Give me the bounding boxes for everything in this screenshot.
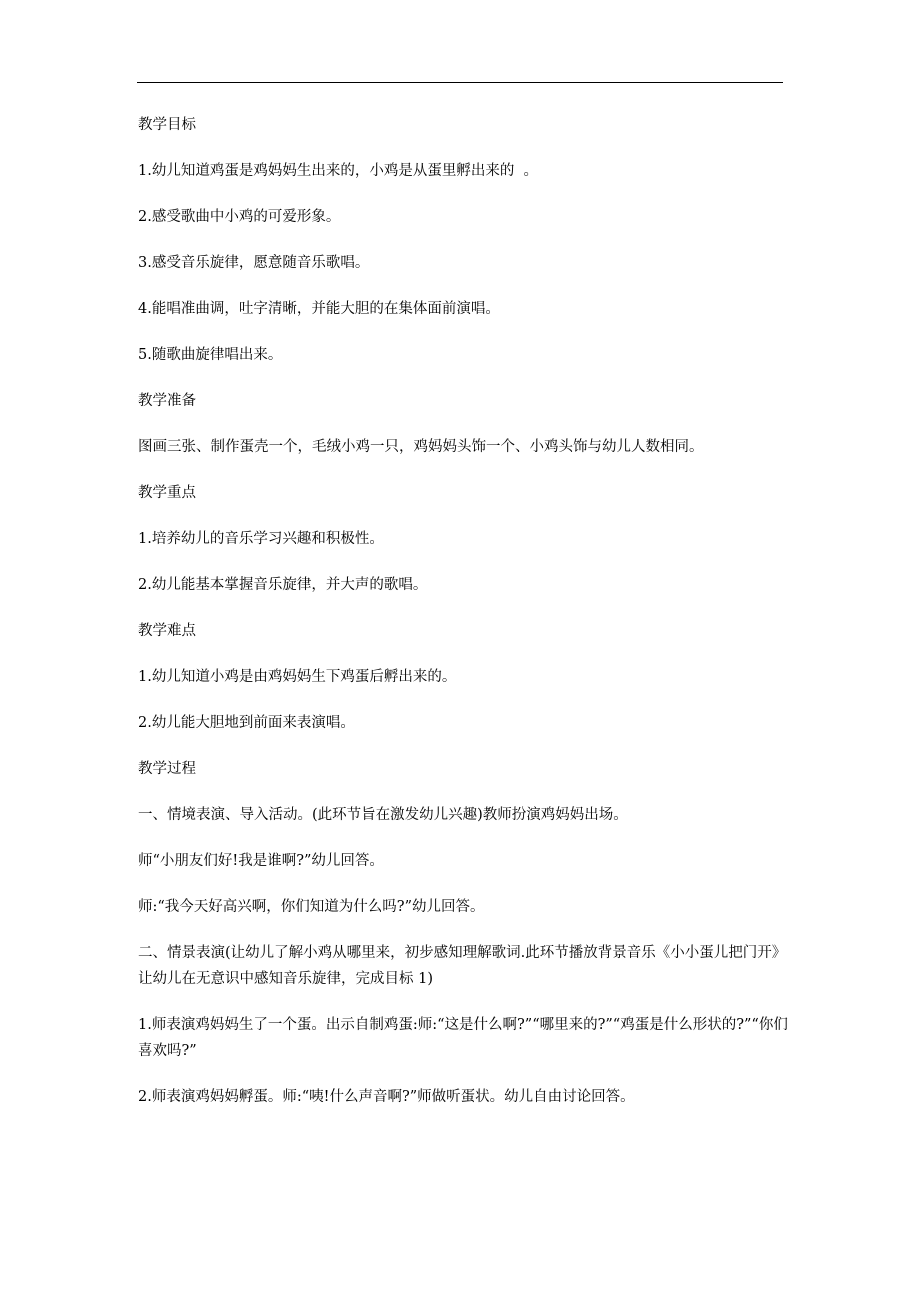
process-dialogue-2: 师:“我今天好高兴啊，你们知道为什么吗?”幼儿回答。: [138, 899, 485, 915]
process-substep-1: 1.师表演鸡妈妈生了一个蛋。出示自制鸡蛋:师:“这是什么啊?”“哪里来的?”“鸡蛋是什么形状的?”“你们喜欢吗?”: [138, 1017, 788, 1059]
difficulty-2: 2.幼儿能大胆地到前面来表演唱。: [138, 715, 355, 731]
goal-item-2: 2.感受歌曲中小鸡的可爱形象。: [138, 209, 341, 225]
section-heading-difficulties: 教学难点: [138, 623, 196, 639]
section-heading-goals: 教学目标: [138, 117, 196, 133]
header-rule: [137, 82, 783, 83]
goal-item-3: 3.感受音乐旋律，愿意随音乐歌唱。: [138, 255, 370, 271]
process-dialogue-1: 师“小朋友们好!我是谁啊?”幼儿回答。: [138, 853, 384, 869]
document-body: [138, 112, 788, 1130]
preparation-text: 图画三张、制作蛋壳一个，毛绒小鸡一只，鸡妈妈头饰一个、小鸡头饰与幼儿人数相同。: [138, 439, 704, 455]
section-heading-process: 教学过程: [138, 761, 196, 777]
difficulty-1: 1.幼儿知道小鸡是由鸡妈妈生下鸡蛋后孵出来的。: [138, 669, 457, 685]
key-point-2: 2.幼儿能基本掌握音乐旋律，并大声的歌唱。: [138, 577, 428, 593]
process-substep-2: 2.师表演鸡妈妈孵蛋。师:“咦!什么声音啊?”师做听蛋状。幼儿自由讨论回答。: [138, 1089, 635, 1105]
goal-item-4: 4.能唱准曲调，吐字清晰，并能大胆的在集体面前演唱。: [138, 301, 500, 317]
process-step-1: 一、情境表演、导入活动。(此环节旨在激发幼儿兴趣)教师扮演鸡妈妈出场。: [138, 807, 628, 823]
process-step-2: 二、情景表演(让幼儿了解小鸡从哪里来，初步感知理解歌词.此环节播放背景音乐《小小蛋儿把门开》让幼儿在无意识中感知音乐旋律，完成目标 1): [138, 945, 787, 987]
section-heading-key-points: 教学重点: [138, 485, 196, 501]
goal-item-5: 5.随歌曲旋律唱出来。: [138, 347, 283, 363]
goal-item-1: 1.幼儿知道鸡蛋是鸡妈妈生出来的，小鸡是从蛋里孵出来的 。: [138, 163, 539, 179]
section-heading-preparation: 教学准备: [138, 393, 196, 409]
key-point-1: 1.培养幼儿的音乐学习兴趣和积极性。: [138, 531, 384, 547]
